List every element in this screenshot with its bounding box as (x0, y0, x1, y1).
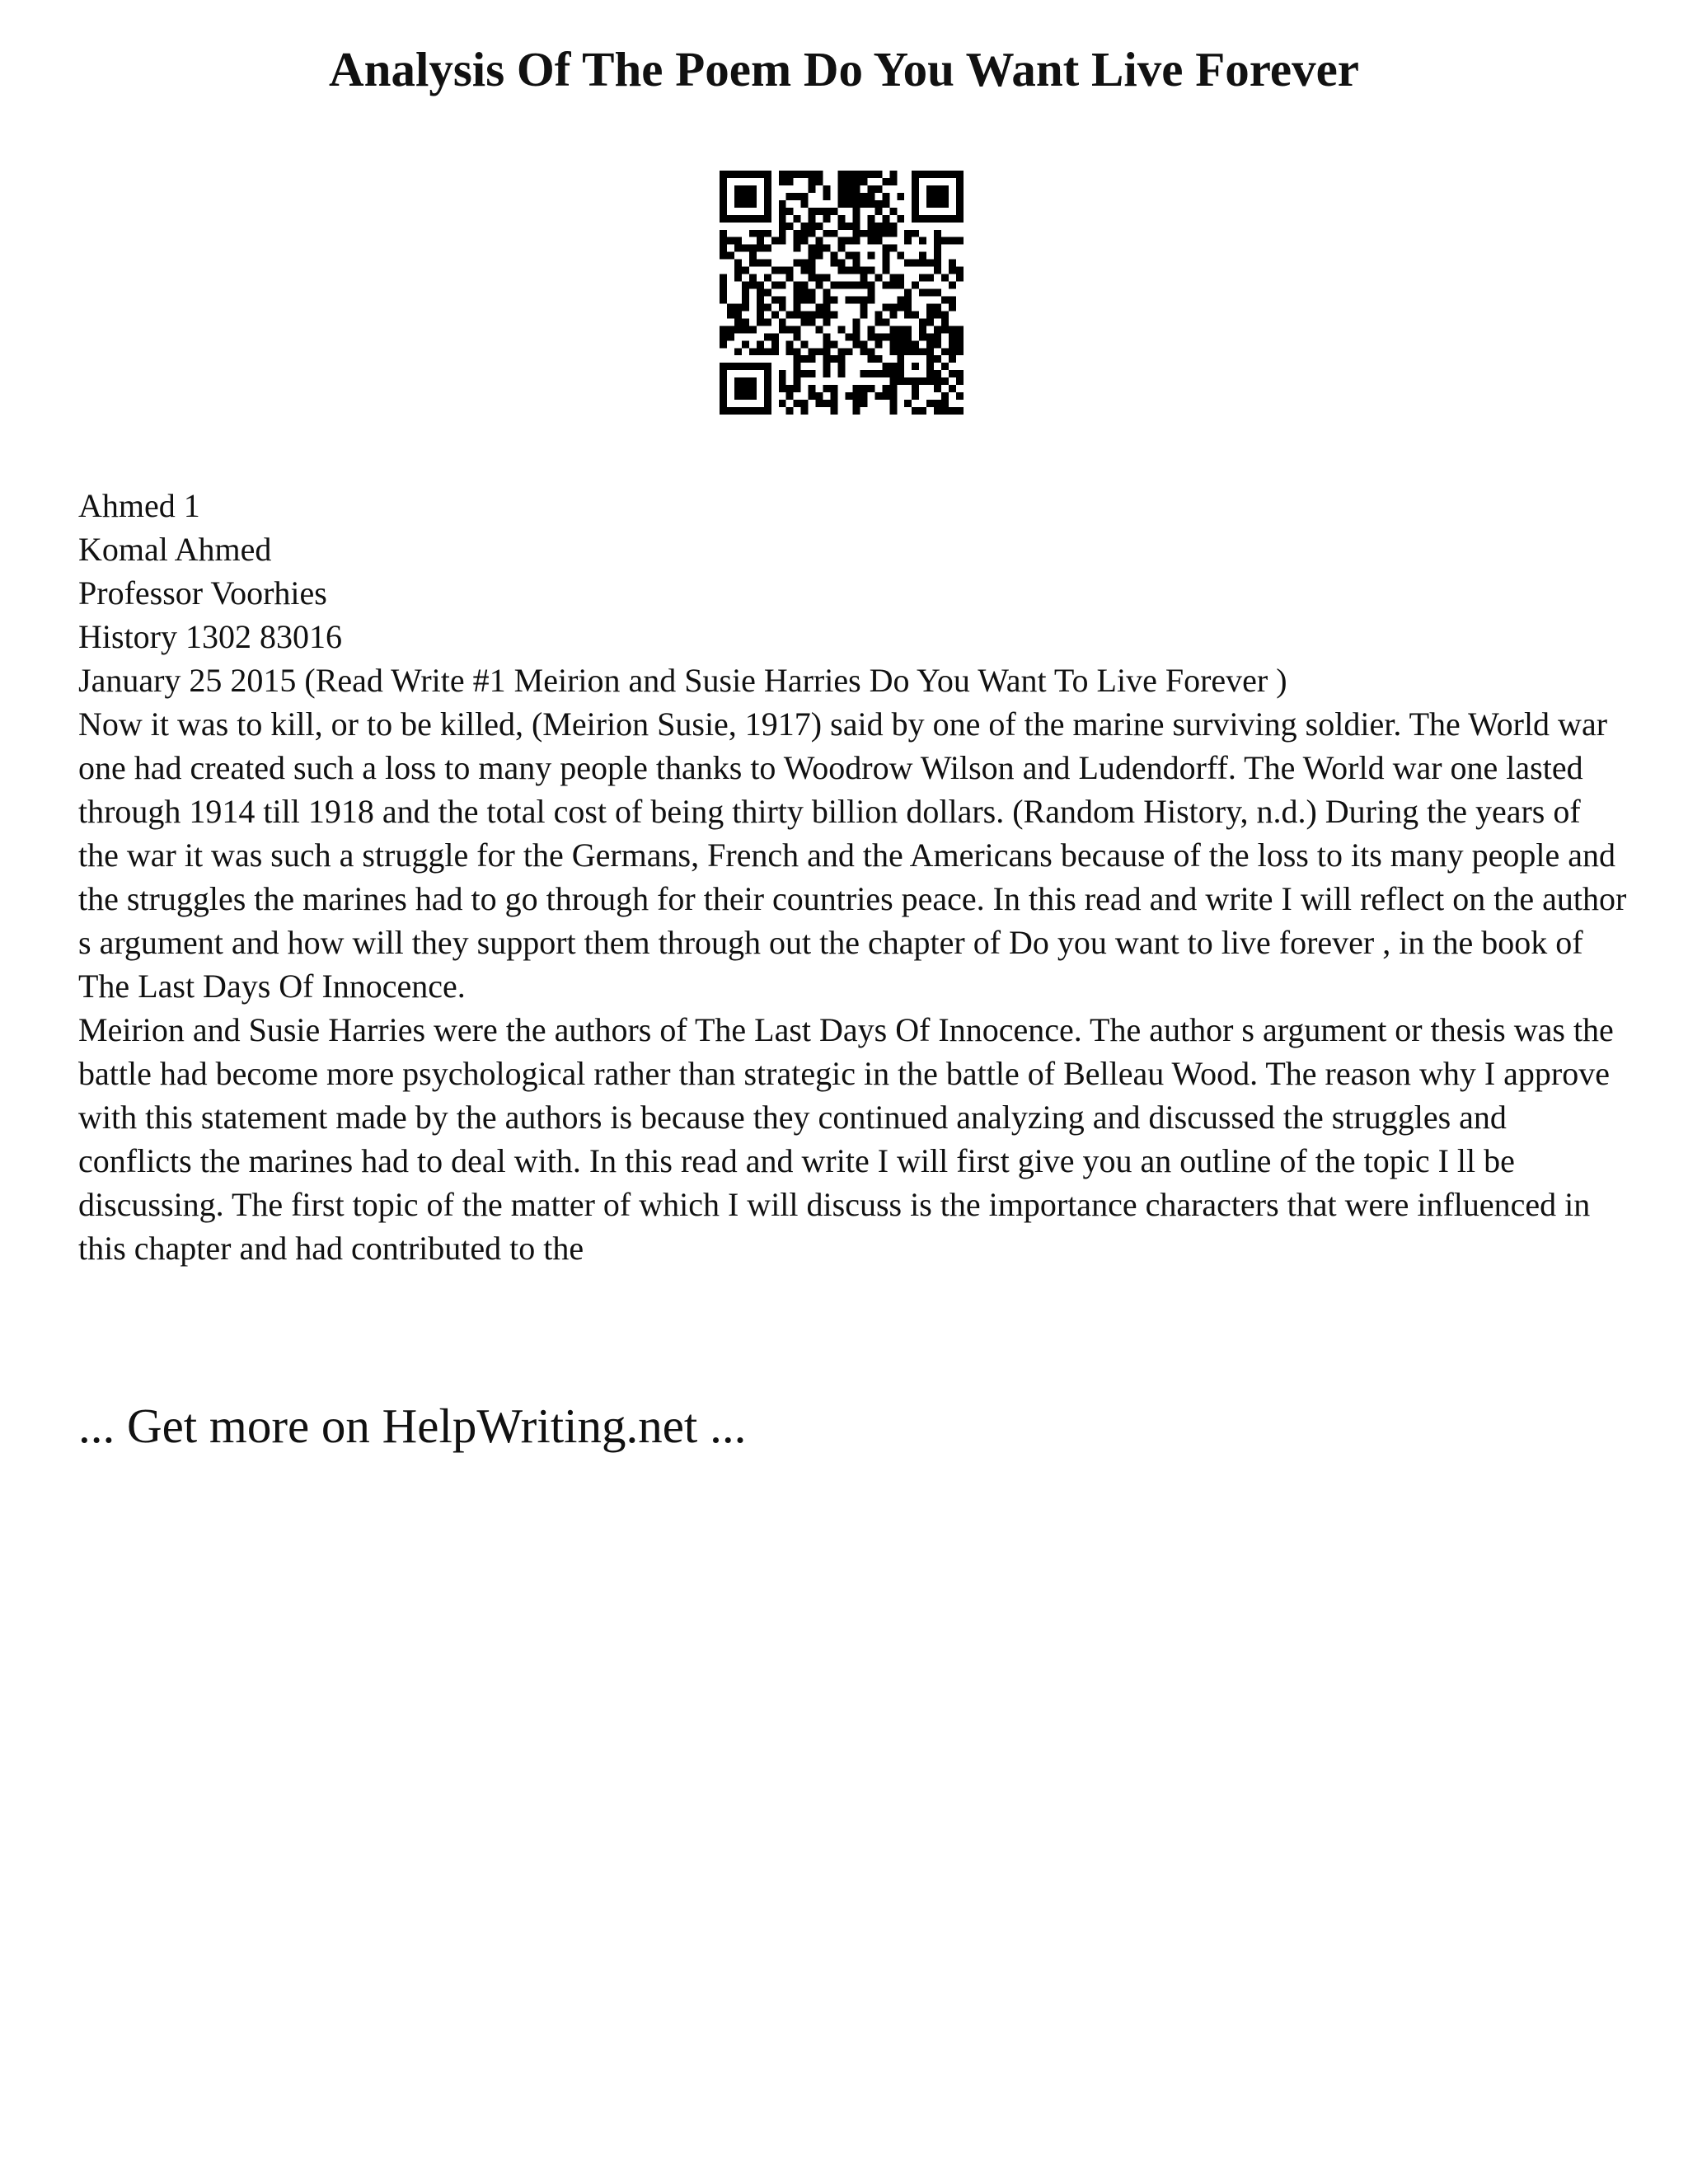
header-line-date: January 25 2015 (Read Write #1 Meirion and Susie Harries Do You Want To Live Forever ) (78, 662, 1287, 699)
document-body (78, 484, 1628, 1270)
get-more-link[interactable]: ... Get more on HelpWriting.net ... (78, 1399, 747, 1453)
qr-code-icon[interactable] (720, 171, 964, 415)
paragraph-thesis: Meirion and Susie Harries were the authors of The Last Days Of Innocence. The author s argument or thesis was the battle had become more psychological rather than strategic in the battle of Belleau Wood. The reason why I approve with this statement made by the authors is because they continued analyzing and discussed the struggles and conflicts the marines had to deal with. In this read and write I will first give you an outline of the topic I ll be discussing. The first topic of the matter of which I will discuss is the importance characters that were influenced in this chapter and had contributed to the (78, 1011, 1614, 1267)
qr-code-graphic (720, 171, 964, 415)
header-line-page: Ahmed 1 (78, 487, 200, 524)
header-line-professor: Professor Voorhies (78, 574, 327, 612)
paragraph-intro: Now it was to kill, or to be killed, (Meirion Susie, 1917) said by one of the marine surviving soldier. The World war one had created such a loss to many people thanks to Woodrow Wilson and Ludendorff. The World war one lasted through 1914 till 1918 and the total cost of being thirty billion dollars. (Random History, n.d.) During the years of the war it was such a struggle for the Germans, French and the Americans because of the loss to its many people and the struggles the marines had to go through for their countries peace. In this read and write I will reflect on the author s argument and how will they support them through out the chapter of Do you want to live forever , in the book of The Last Days Of Innocence. (78, 705, 1627, 1005)
header-line-author: Komal Ahmed (78, 531, 272, 568)
document-title: Analysis Of The Poem Do You Want Live Forever (329, 42, 1359, 96)
header-line-course: History 1302 83016 (78, 618, 342, 655)
